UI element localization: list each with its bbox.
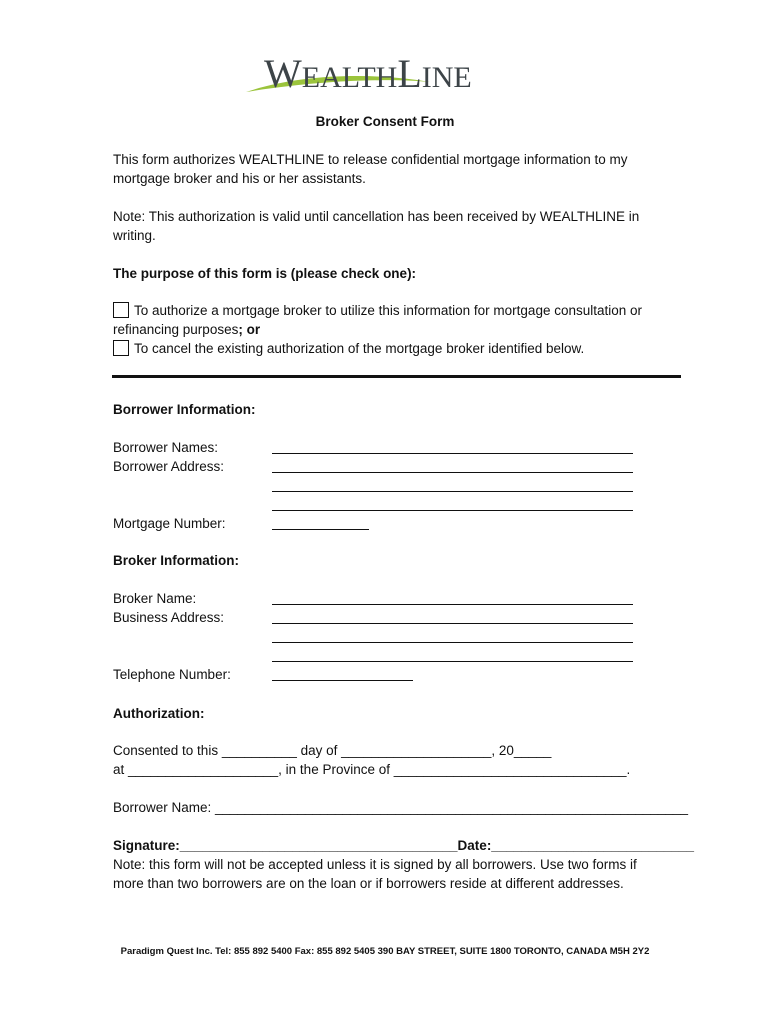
business-address-field-2[interactable] [272,642,633,643]
validity-note-line-2: writing. [113,228,156,243]
mortgage-number-field[interactable] [272,529,369,530]
borrower-address-field-2[interactable] [272,491,633,492]
authorize-checkbox[interactable] [113,302,129,318]
company-footer: Paradigm Quest Inc. Tel: 855 892 5400 Fax: 855 892 5405 390 BAY STREET, SUITE 1800 TORONTO, CANADA M5H 2Y2 [120,946,650,957]
broker-name-label: Broker Name: [113,591,197,606]
option-authorize-line-2-text: refinancing purposes [113,322,239,337]
validity-note-line-1: Note: This authorization is valid until cancellation has been received by WEALTHLINE in [113,209,640,224]
option-or-text: ; or [238,322,261,337]
broker-name-field[interactable] [272,604,633,605]
mortgage-number-label: Mortgage Number: [113,516,226,531]
acceptance-note-line-1: Note: this form will not be accepted unless it is signed by all borrowers. Use two forms if [113,857,637,872]
wealthline-logo [240,52,530,96]
borrower-address-field-3[interactable] [272,510,633,511]
signature-date-line[interactable]: Signature:_____________________________________Date:___________________________ [113,838,695,853]
acceptance-note-line-2: more than two borrowers are on the loan or if borrowers reside at different addresses. [113,876,624,891]
broker-heading: Broker Information: [113,553,240,568]
intro-line-2: mortgage broker and his or her assistants. [113,171,366,186]
option-authorize-line-2 [113,320,260,339]
option-cancel: To cancel the existing authorization of the mortgage broker identified below. [134,341,585,356]
authorization-heading: Authorization: [113,706,205,721]
intro-line-1: This form authorizes WEALTHLINE to release confidential mortgage information to my [113,152,628,167]
business-address-label: Business Address: [113,610,225,625]
business-address-field-1[interactable] [272,623,633,624]
borrower-address-field-1[interactable] [272,472,633,473]
telephone-label: Telephone Number: [113,667,231,682]
borrower-names-field[interactable] [272,453,633,454]
purpose-heading: The purpose of this form is (please check one): [113,266,417,281]
borrower-names-label: Borrower Names: [113,440,219,455]
section-divider [112,375,681,378]
borrower-name-line[interactable]: Borrower Name: _______________________________________________________________ [113,800,689,815]
cancel-checkbox[interactable] [113,340,129,356]
telephone-field[interactable] [272,680,413,681]
consent-date-line[interactable]: Consented to this __________ day of ____________________, 20_____ [113,743,552,758]
business-address-field-3[interactable] [272,661,633,662]
form-title: Broker Consent Form [315,114,455,129]
option-authorize-line-1: To authorize a mortgage broker to utilize this information for mortgage consultation or [134,303,643,318]
logo-wordmark: WEALTHLINE [264,51,472,96]
borrower-heading: Borrower Information: [113,402,256,417]
consent-location-line[interactable]: at ____________________, in the Province of _______________________________. [113,762,631,777]
borrower-address-label: Borrower Address: [113,459,225,474]
